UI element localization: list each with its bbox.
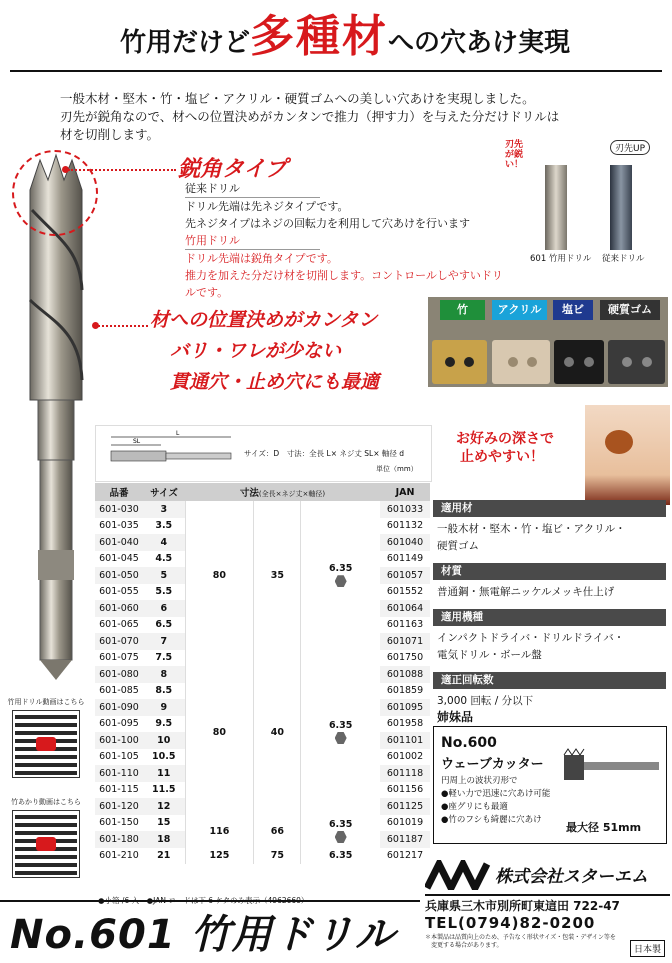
cell-jan: 601859: [386, 685, 424, 697]
cell-jan: 601071: [380, 633, 430, 650]
cell-size: 11.5: [152, 784, 176, 796]
bamboo-line-2: 推力を加えた分だけ材を切削します。コントロールしやすいドリルです。: [185, 269, 503, 299]
cell-model: 601-035: [99, 520, 139, 532]
cell-dim-l: 80: [185, 650, 254, 815]
company-note-1: ＊本製品は品質向上のため、予告なく形状サイズ・包装・デザイン等を: [425, 934, 616, 941]
cell-size: 4.5: [155, 553, 173, 565]
dimension-unit: 単位（mm）: [376, 465, 418, 473]
conventional-block: [185, 180, 505, 301]
qr-label-2: 竹あかり動画はこちら: [11, 798, 81, 806]
cell-size: 3: [143, 501, 185, 518]
lead-line-1: 一般木材・堅木・竹・塩ビ・アクリル・硬質ゴムへの美しい穴あけを実現しました。: [60, 91, 535, 106]
cell-dim-l: 125: [185, 848, 254, 865]
acrylic-sample: [492, 340, 550, 384]
conventional-line-1: ドリル先端は先ネジタイプです。: [185, 200, 349, 213]
cell-model: 601-105: [99, 751, 139, 763]
cell-jan: 601057: [380, 567, 430, 584]
header-model: 品番: [95, 483, 143, 501]
sister-product-box: [433, 726, 667, 844]
cell-model: 601-075: [99, 652, 139, 664]
cell-size: 9: [143, 699, 185, 716]
cell-size: 15: [157, 817, 171, 829]
value-materials-1: 一般木材・堅木・竹・塩ビ・アクリル・: [437, 523, 626, 535]
logo-icon: [425, 860, 495, 890]
wave-cutter-image: [554, 735, 662, 795]
sister-desc-line: 円周上の波状刃形で: [441, 776, 518, 786]
value-quality: 普通鋼・無電解ニッケルメッキ仕上げ: [437, 586, 615, 598]
cell-model: 601-210: [99, 850, 139, 862]
caption-conventional: 従来ドリル: [602, 254, 645, 264]
pvc-sample: [554, 340, 604, 384]
cell-size: 11: [143, 765, 185, 782]
depth-photo: [585, 405, 670, 505]
made-in-japan: 日本製: [630, 940, 665, 957]
header-part3: への穴あけ実現: [388, 28, 571, 58]
cell-model: 601-065: [99, 619, 139, 631]
cell-model: 601-110: [95, 765, 143, 782]
sister-bullet-1: ●軽い力で迅速に穴あけ可能: [441, 789, 551, 799]
header-size: サイズ: [143, 483, 185, 501]
cell-model: 601-150: [99, 817, 139, 829]
tip-highlight-circle: [12, 150, 98, 236]
cell-size: 8.5: [155, 685, 173, 697]
cell-jan: 601125: [380, 798, 430, 815]
lead-line-3: 材を切削します。: [60, 127, 160, 142]
cell-shaft: 6.35: [328, 720, 353, 731]
feature-positioning: 材への位置決めがカンタン: [150, 309, 378, 331]
cell-model: 601-070: [95, 633, 143, 650]
cell-jan: 601750: [386, 652, 424, 664]
sister-max-size: 最大径 51mm: [566, 821, 642, 834]
cell-size: 5.5: [155, 586, 173, 598]
material-tag-pvc: 塩ビ: [553, 300, 593, 320]
hex-shank-icon: [335, 831, 347, 843]
sister-model: No.600: [441, 735, 497, 751]
depth-line-2: 止めやすい！: [460, 449, 544, 465]
cell-jan: 601095: [380, 699, 430, 716]
cell-dim-d: [301, 501, 380, 650]
cell-jan: 601118: [380, 765, 430, 782]
youtube-icon: [36, 737, 56, 751]
cell-jan: 601002: [386, 751, 424, 763]
qr-code-1[interactable]: [12, 710, 80, 778]
spec-table-body: [95, 501, 430, 864]
cell-jan: 601088: [380, 666, 430, 683]
value-machines-2: 電気ドリル・ボール盤: [437, 649, 542, 661]
qr-label-1: 竹用ドリル動画はこちら: [7, 698, 85, 706]
header-rule: [10, 70, 662, 72]
hex-shank-icon: [335, 575, 347, 587]
compare-photo: [505, 140, 665, 265]
cell-size: 7.5: [155, 652, 173, 664]
sister-title: 姉妹品: [437, 710, 474, 724]
callout-line-2: [98, 325, 148, 327]
cell-size: 9.5: [155, 718, 173, 730]
bamboo-sample: [432, 340, 487, 384]
cell-jan: 601101: [380, 732, 430, 749]
company-notes: [425, 934, 625, 950]
cell-model: 601-085: [99, 685, 139, 697]
cell-dim-d: [301, 650, 380, 815]
cell-model: 601-090: [95, 699, 143, 716]
cell-model: 601-100: [95, 732, 143, 749]
header: [0, 0, 672, 80]
table-row: [95, 848, 430, 865]
company-tel: TEL(0794)82-0200: [425, 914, 596, 932]
value-machines-1: インパクトドライバ・ドリルドライバ・: [437, 632, 625, 644]
company-rule: [425, 894, 670, 896]
cell-size: 7: [143, 633, 185, 650]
cell-size: 6.5: [155, 619, 173, 631]
value-rpm: 3,000 回転 / 分以下: [437, 695, 534, 707]
value-materials: [437, 521, 671, 555]
header-dims: [185, 483, 380, 501]
cell-jan: 601149: [386, 553, 424, 565]
sister-name: ウェーブカッター: [441, 757, 544, 772]
spec-info: [433, 500, 671, 718]
cell-model: 601-050: [95, 567, 143, 584]
rubber-sample: [608, 340, 665, 384]
svg-text:SL: SL: [133, 438, 141, 445]
conventional-drill-photo: [610, 165, 632, 250]
dimension-diagram: [95, 425, 432, 482]
cell-dim-l: 80: [185, 501, 254, 650]
table-row: [95, 650, 430, 667]
table-note: ●小箱 /6 入 ●JAN コードは下 6 ケタのみ表示（4962660）: [98, 896, 309, 905]
svg-text:L: L: [176, 430, 180, 437]
cell-jan: 601019: [386, 817, 424, 829]
label-quality: 材質: [433, 563, 666, 580]
company-note-2: 変更する場合があります。: [425, 942, 503, 949]
header-part2: 多種材: [250, 11, 388, 62]
company-block: [425, 860, 670, 960]
cell-jan: 601156: [386, 784, 424, 796]
cell-size: 4: [143, 534, 185, 551]
caption-601: 601 竹用ドリル: [530, 254, 592, 264]
header-dims-label: 寸法: [239, 488, 259, 499]
header-part1: 竹用だけど: [119, 28, 250, 58]
cell-model: 601-115: [99, 784, 139, 796]
cell-jan: 601064: [380, 600, 430, 617]
cell-size: 5: [143, 567, 185, 584]
cell-size: 18: [143, 831, 185, 848]
header-dims-note: (全長×ネジ丈×軸径): [258, 490, 326, 498]
tip-up-note: 刃先UP: [610, 140, 650, 155]
cell-model: 601-040: [95, 534, 143, 551]
spec-table: [95, 483, 430, 864]
cell-model: 601-030: [95, 501, 143, 518]
cell-jan: 601187: [380, 831, 430, 848]
cell-jan: 601552: [386, 586, 424, 598]
cell-dim-sl: 66: [254, 815, 301, 848]
dimension-legend: サイズ：D 寸法：全長 L× ネジ丈 SL× 軸径 d: [244, 449, 405, 458]
cell-jan: 601033: [380, 501, 430, 518]
feature-through-hole: 貫通穴・止め穴にも最適: [170, 371, 380, 393]
cell-jan: 601958: [386, 718, 424, 730]
cell-jan: 601040: [380, 534, 430, 551]
material-tag-acrylic: アクリル: [492, 300, 547, 320]
cell-shaft: 6.35: [328, 819, 353, 830]
cell-jan: 601163: [386, 619, 424, 631]
depth-text: [456, 430, 554, 466]
label-materials: 適用材: [433, 500, 666, 517]
table-row: [95, 501, 430, 518]
stop-hole: [605, 430, 633, 454]
cell-size: 12: [143, 798, 185, 815]
cell-model: 601-055: [99, 586, 139, 598]
cell-size: 10.5: [152, 751, 176, 763]
callout-line: [68, 169, 176, 171]
lead-line-2: 刃先が鋭角なので、材への位置決めがカンタンで推力（押す力）を与えた分だけドリルは: [60, 109, 560, 124]
depth-line-1: お好みの深さで: [456, 431, 554, 447]
cell-dim-d: [301, 815, 380, 848]
cell-model: 601-095: [99, 718, 139, 730]
youtube-icon-2: [36, 837, 56, 851]
cell-model: 601-120: [95, 798, 143, 815]
header-jan: JAN: [380, 483, 430, 501]
label-machines: 適用機種: [433, 609, 666, 626]
acute-type-title: 鋭角タイプ: [178, 157, 287, 182]
bamboo-drill-photo: [545, 165, 567, 250]
cell-size: 3.5: [155, 520, 173, 532]
lead-text: [60, 90, 660, 144]
conventional-line-2: 先ネジタイプはネジの回転力を利用して穴あけを行います: [185, 217, 471, 230]
cell-size: 10: [143, 732, 185, 749]
cell-size: 8: [143, 666, 185, 683]
cell-dim-d: [301, 848, 380, 865]
cell-model: 601-045: [99, 553, 139, 565]
value-materials-2: 硬質ゴム: [437, 540, 479, 552]
material-tag-rubber: 硬質ゴム: [600, 300, 660, 320]
hex-shank-icon: [335, 732, 347, 744]
cell-dim-sl: 75: [254, 848, 301, 865]
cell-model: 601-080: [95, 666, 143, 683]
cell-jan: 601132: [386, 520, 424, 532]
company-logo-mark: [425, 860, 495, 890]
cell-model: 601-180: [95, 831, 143, 848]
dimension-drawing: [101, 429, 241, 479]
sister-bullet-3: ●竹のフシも綺麗に穴あけ: [441, 815, 542, 825]
cell-size: 6: [143, 600, 185, 617]
cell-shaft: 6.35: [328, 850, 353, 862]
company-name: 株式会社スターエム: [495, 867, 648, 887]
cell-model: 601-060: [95, 600, 143, 617]
company-address: 兵庫県三木市別所町東這田 722-47: [425, 899, 620, 913]
footer-rule: [0, 900, 420, 902]
sister-bullet-2: ●座グリにも最適: [441, 802, 508, 812]
label-rpm: 適正回転数: [433, 672, 666, 689]
cell-dim-sl: 40: [254, 650, 301, 815]
feature-burr: バリ・ワレが少ない: [170, 340, 342, 362]
bamboo-label: 竹用ドリル: [185, 232, 320, 250]
product-title: No.601 竹用ドリル: [10, 912, 396, 958]
cell-shaft: 6.35: [328, 563, 353, 575]
bamboo-line-1: ドリル先端は鋭角タイプです。: [185, 252, 338, 265]
cell-jan: 601217: [386, 850, 424, 862]
qr-code-2[interactable]: [12, 810, 80, 878]
material-tag-bamboo: 竹: [440, 300, 485, 320]
cell-size: 21: [157, 850, 171, 862]
tip-sharp-note: 刃先が鋭い！: [505, 140, 524, 170]
conventional-label: 従来ドリル: [185, 180, 320, 198]
table-row: [95, 815, 430, 832]
sister-desc: [441, 775, 550, 827]
cell-dim-l: 116: [185, 815, 254, 848]
value-machines: [437, 630, 671, 664]
cell-dim-sl: 35: [254, 501, 301, 650]
